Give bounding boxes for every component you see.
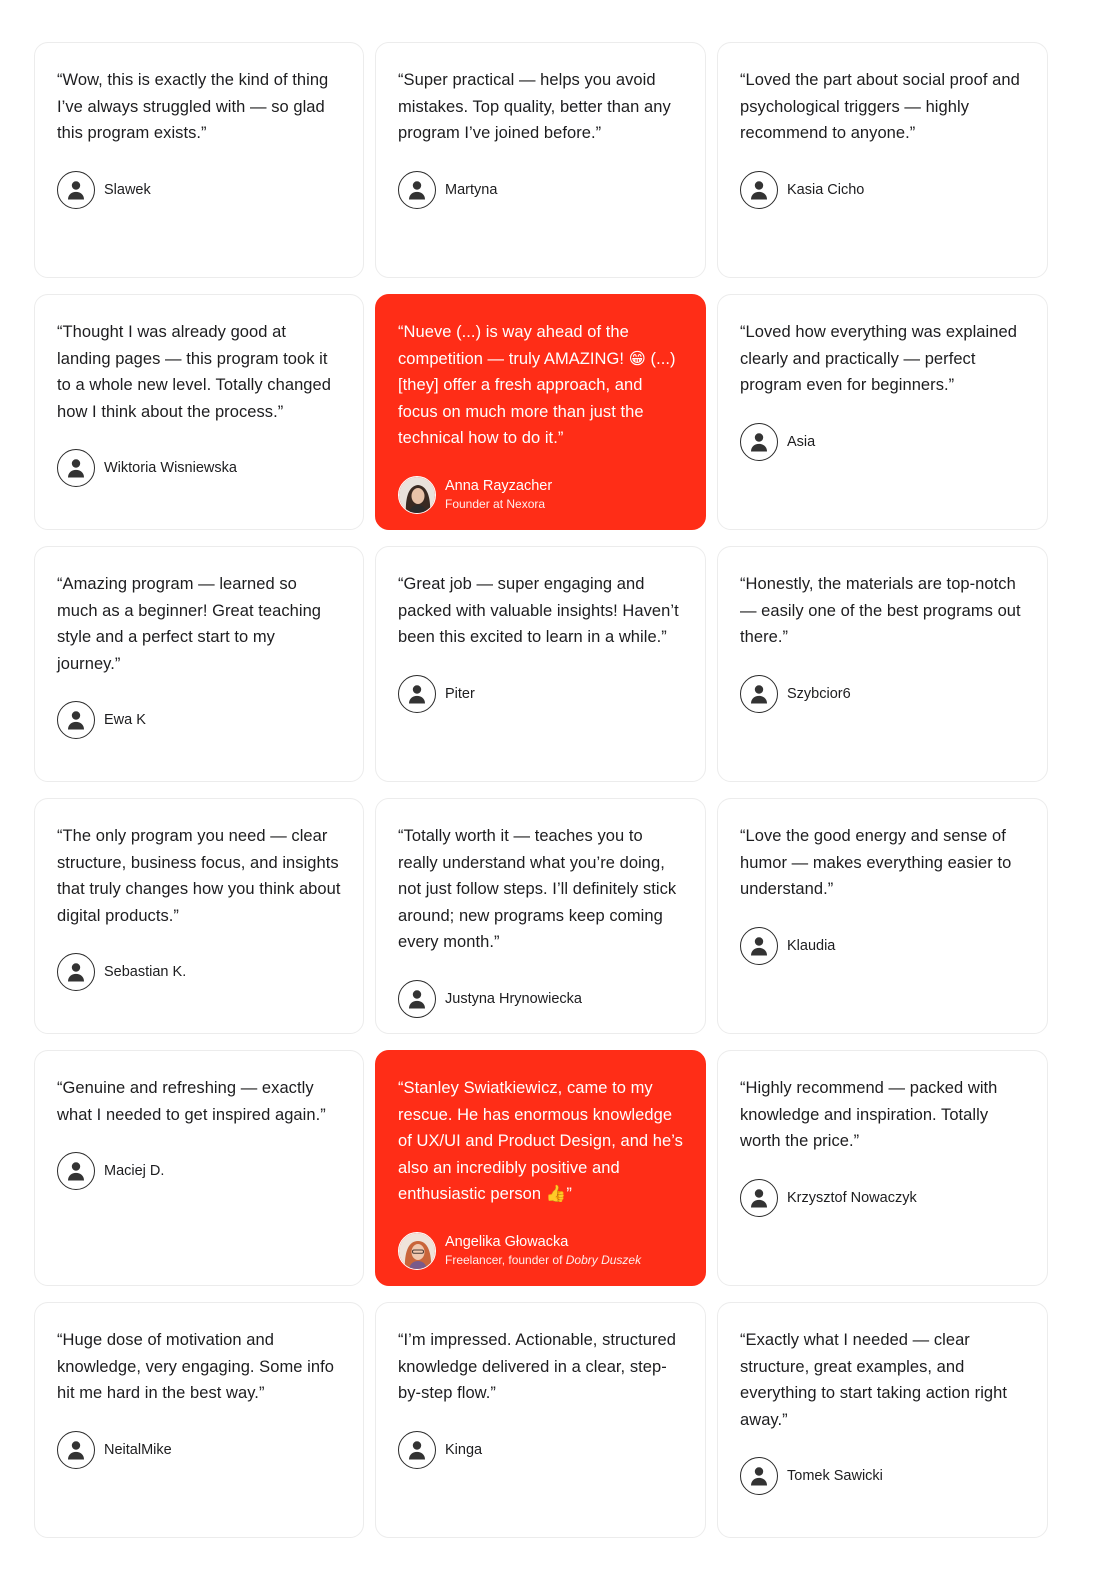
author-name: Wiktoria Wisniewska: [104, 460, 237, 477]
user-icon: [57, 449, 95, 487]
testimonial-quote: “Exactly what I needed — clear structure, great examples, and everything to start taking action right away.”: [740, 1331, 1008, 1429]
testimonial-author: [57, 701, 341, 739]
testimonial-author: [398, 1232, 683, 1270]
testimonial-card: [34, 798, 364, 1034]
testimonial-card: [717, 1050, 1048, 1286]
testimonial-quote: “Stanley Swiatkiewicz, came to my rescue. He has enormous knowledge of UX/UI and Product Design, and he’s also an incredibly positive and enthusiastic person 👍”: [398, 1079, 683, 1204]
author-role-text: Freelancer, founder of: [445, 1253, 566, 1268]
testimonial-author: [57, 1431, 341, 1469]
user-icon: [740, 1179, 778, 1217]
testimonial-author: [740, 927, 1025, 965]
testimonial-card: [717, 1302, 1048, 1538]
author-meta: [445, 1234, 641, 1267]
author-name: Justyna Hrynowiecka: [445, 990, 582, 1007]
user-icon: [57, 1152, 95, 1190]
testimonial-card: [375, 42, 706, 278]
testimonial-author: [740, 423, 1025, 461]
author-name: Krzysztof Nowaczyk: [787, 1189, 917, 1206]
testimonial-quote: “Loved the part about social proof and psychological triggers — highly recommend to anyone.”: [740, 71, 1020, 143]
testimonial-grid: [34, 42, 1048, 1538]
testimonial-author: [57, 449, 341, 487]
testimonial-author: [398, 171, 683, 209]
testimonial-quote: “Thought I was already good at landing pages — this program took it to a whole new level. Totally changed how I think about the process.”: [57, 323, 331, 421]
user-icon: [740, 423, 778, 461]
author-name: Martyna: [445, 181, 498, 198]
user-icon: [740, 171, 778, 209]
testimonial-author: [398, 1431, 683, 1469]
author-name: Slawek: [104, 181, 151, 198]
user-icon: [740, 675, 778, 713]
testimonial-quote: “Totally worth it — teaches you to really understand what you’re doing, not just follow steps. I’ll definitely stick around; new programs keep coming every month.”: [398, 827, 677, 952]
author-name: Asia: [787, 433, 816, 450]
user-icon: [57, 701, 95, 739]
testimonial-card: [375, 798, 706, 1034]
testimonial-author: [740, 1457, 1025, 1495]
user-icon: [398, 1431, 436, 1469]
author-name: Maciej D.: [104, 1163, 165, 1180]
author-name: Szybcior6: [787, 685, 851, 702]
avatar: [398, 1232, 436, 1270]
testimonial-quote: “Great job — super engaging and packed with valuable insights! Haven’t been this excited to learn in a while.”: [398, 575, 679, 647]
user-icon: [57, 953, 95, 991]
author-organization: Dobry Duszek: [565, 1253, 642, 1268]
testimonial-quote: “Wow, this is exactly the kind of thing I’ve always struggled with — so glad this program exists.”: [57, 71, 329, 143]
testimonial-quote: “I’m impressed. Actionable, structured knowledge delivered in a clear, step-by-step flow.”: [398, 1331, 676, 1403]
user-icon: [398, 675, 436, 713]
testimonial-card: [34, 42, 364, 278]
testimonial-author: [740, 171, 1025, 209]
testimonial-card: [34, 1050, 364, 1286]
author-meta: [445, 478, 552, 511]
author-name: Klaudia: [787, 937, 836, 954]
testimonial-author: [57, 953, 341, 991]
testimonial-quote: “Loved how everything was explained clearly and practically — perfect program even for beginners.”: [740, 323, 1017, 395]
testimonial-quote: “The only program you need — clear structure, business focus, and insights that truly changes how you think about digital products.”: [57, 827, 341, 925]
testimonial-card: [717, 546, 1048, 782]
testimonial-author: [398, 476, 683, 514]
testimonial-quote: “Love the good energy and sense of humor — makes everything easier to understand.”: [740, 827, 1012, 899]
user-icon: [57, 171, 95, 209]
featured-testimonial-card: [375, 1050, 706, 1286]
testimonial-quote: “Highly recommend — packed with knowledge and inspiration. Totally worth the price.”: [740, 1079, 998, 1151]
author-role: Founder at Nexora: [445, 497, 546, 512]
author-name: Kinga: [445, 1441, 483, 1458]
testimonial-card: [717, 294, 1048, 530]
testimonial-author: [398, 980, 683, 1018]
testimonial-card: [34, 546, 364, 782]
author-name: Tomek Sawicki: [787, 1468, 883, 1485]
user-icon: [740, 927, 778, 965]
avatar: [398, 476, 436, 514]
testimonial-card: [717, 798, 1048, 1034]
testimonial-author: [398, 675, 683, 713]
testimonial-author: [740, 675, 1025, 713]
testimonial-author: [57, 171, 341, 209]
testimonial-quote: “Nueve (...) is way ahead of the competition — truly AMAZING! 😁 (...) [they] offer a fresh approach, and focus on much more than just the technical how to do it.”: [398, 323, 676, 448]
user-icon: [398, 171, 436, 209]
featured-testimonial-card: [375, 294, 706, 530]
testimonial-quote: “Amazing program — learned so much as a beginner! Great teaching style and a perfect start to my journey.”: [57, 575, 322, 673]
user-icon: [398, 980, 436, 1018]
author-role: [445, 1253, 641, 1267]
testimonial-quote: “Huge dose of motivation and knowledge, very engaging. Some info hit me hard in the best way.”: [57, 1331, 334, 1403]
author-name: Sebastian K.: [104, 964, 187, 981]
testimonial-author: [740, 1179, 1025, 1217]
author-name: Piter: [445, 685, 475, 702]
testimonial-quote: “Genuine and refreshing — exactly what I needed to get inspired again.”: [57, 1079, 326, 1124]
author-name: NeitalMike: [104, 1441, 172, 1458]
author-name: Kasia Cicho: [787, 181, 865, 198]
testimonial-card: [34, 1302, 364, 1538]
testimonial-quote: “Honestly, the materials are top-notch — easily one of the best programs out there.”: [740, 575, 1021, 647]
author-name: Anna Rayzacher: [445, 478, 553, 495]
testimonial-author: [57, 1152, 341, 1190]
user-icon: [57, 1431, 95, 1469]
testimonial-card: [375, 1302, 706, 1538]
testimonial-card: [717, 42, 1048, 278]
testimonial-card: [34, 294, 364, 530]
author-name: Angelika Głowacka: [445, 1234, 569, 1251]
testimonial-card: [375, 546, 706, 782]
user-icon: [740, 1457, 778, 1495]
author-name: Ewa K: [104, 712, 146, 729]
testimonial-quote: “Super practical — helps you avoid mistakes. Top quality, better than any program I’ve joined before.”: [398, 71, 671, 143]
